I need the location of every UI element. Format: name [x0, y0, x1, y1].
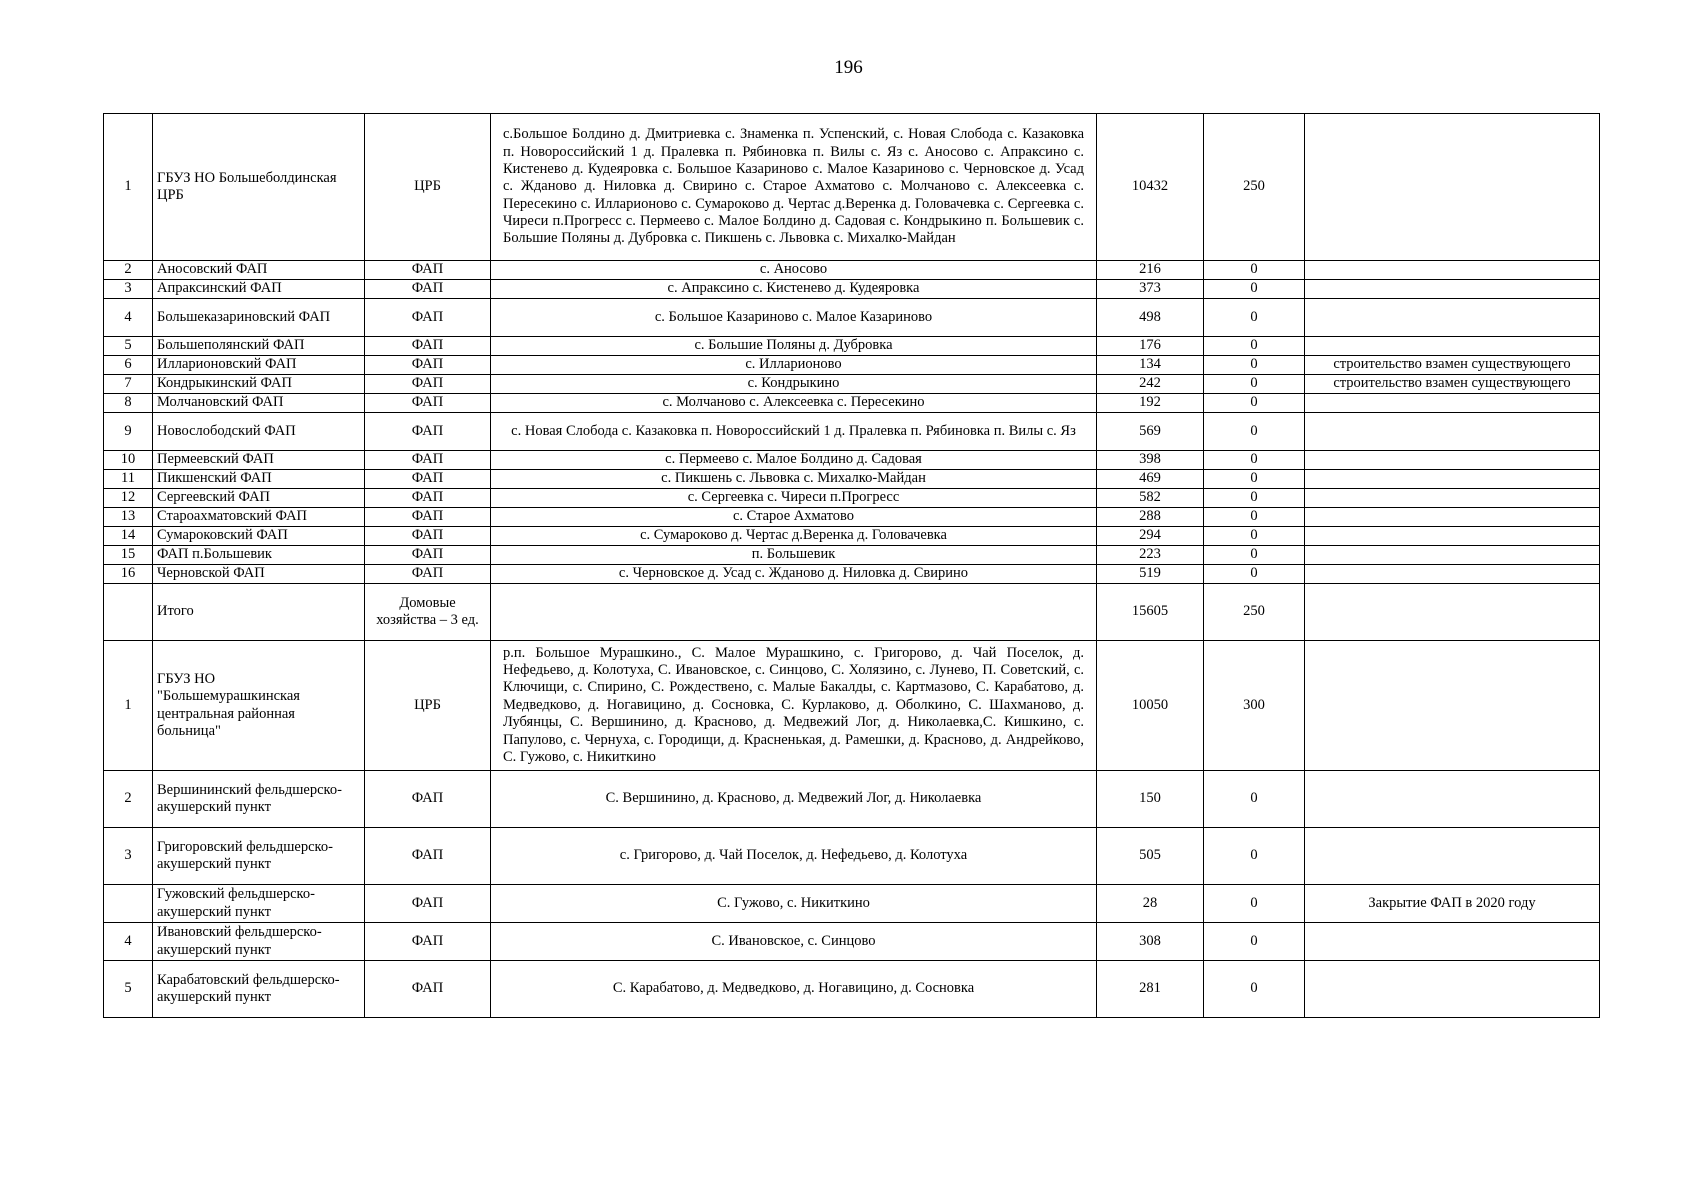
cell-population: 519 — [1097, 565, 1204, 584]
cell-service-area: с. Сумароково д. Чертас д.Веренка д. Головачевка — [491, 527, 1097, 546]
cell-note — [1305, 337, 1600, 356]
table-row — [104, 261, 1600, 280]
cell-note — [1305, 546, 1600, 565]
cell-capacity: 0 — [1204, 923, 1305, 961]
cell-capacity: 0 — [1204, 885, 1305, 923]
cell-note — [1305, 299, 1600, 337]
table-row — [104, 375, 1600, 394]
cell-number: 7 — [104, 375, 153, 394]
table-row — [104, 489, 1600, 508]
cell-service-area: с. Пермеево с. Малое Болдино д. Садовая — [491, 451, 1097, 470]
cell-facility-type: ЦРБ — [365, 114, 491, 261]
cell-facility-name: Староахматовский ФАП — [153, 508, 365, 527]
cell-number — [104, 885, 153, 923]
cell-facility-type: ФАП — [365, 280, 491, 299]
table-row — [104, 584, 1600, 641]
cell-facility-type: ФАП — [365, 828, 491, 885]
cell-facility-name: Сергеевский ФАП — [153, 489, 365, 508]
cell-population: 498 — [1097, 299, 1204, 337]
cell-number: 5 — [104, 961, 153, 1018]
cell-population: 192 — [1097, 394, 1204, 413]
cell-facility-type: ЦРБ — [365, 641, 491, 771]
cell-facility-name: Черновской ФАП — [153, 565, 365, 584]
cell-facility-name: Илларионовский ФАП — [153, 356, 365, 375]
cell-facility-type: ФАП — [365, 923, 491, 961]
cell-population: 373 — [1097, 280, 1204, 299]
cell-service-area: с. Апраксино с. Кистенево д. Кудеяровка — [491, 280, 1097, 299]
cell-capacity: 0 — [1204, 565, 1305, 584]
cell-capacity: 0 — [1204, 546, 1305, 565]
table-row — [104, 299, 1600, 337]
table-row — [104, 565, 1600, 584]
cell-number: 9 — [104, 413, 153, 451]
table-row — [104, 114, 1600, 261]
cell-note — [1305, 114, 1600, 261]
cell-facility-name: Сумароковский ФАП — [153, 527, 365, 546]
cell-capacity: 0 — [1204, 413, 1305, 451]
table-row — [104, 356, 1600, 375]
cell-note — [1305, 413, 1600, 451]
cell-note: строительство взамен существующего — [1305, 375, 1600, 394]
cell-number: 3 — [104, 828, 153, 885]
table-row — [104, 451, 1600, 470]
cell-note: Закрытие ФАП в 2020 году — [1305, 885, 1600, 923]
cell-facility-type: ФАП — [365, 375, 491, 394]
cell-note: строительство взамен существующего — [1305, 356, 1600, 375]
cell-facility-name: Ивановский фельдшерско-акушерский пункт — [153, 923, 365, 961]
cell-note — [1305, 489, 1600, 508]
cell-facility-name: Молчановский ФАП — [153, 394, 365, 413]
page-number: 196 — [834, 57, 863, 78]
cell-service-area: с. Аносово — [491, 261, 1097, 280]
cell-capacity: 250 — [1204, 114, 1305, 261]
facilities-table — [103, 113, 1600, 1018]
table-row — [104, 771, 1600, 828]
cell-facility-name: Апраксинский ФАП — [153, 280, 365, 299]
cell-facility-name: Большеполянский ФАП — [153, 337, 365, 356]
cell-facility-name: Гужовский фельдшерско-акушерский пункт — [153, 885, 365, 923]
cell-note — [1305, 280, 1600, 299]
cell-capacity: 300 — [1204, 641, 1305, 771]
cell-number: 2 — [104, 771, 153, 828]
cell-facility-name: Кондрыкинский ФАП — [153, 375, 365, 394]
cell-capacity: 0 — [1204, 280, 1305, 299]
cell-facility-type: ФАП — [365, 508, 491, 527]
cell-number: 11 — [104, 470, 153, 489]
cell-service-area: С. Карабатово, д. Медведково, д. Ногавицино, д. Сосновка — [491, 961, 1097, 1018]
cell-facility-type: ФАП — [365, 413, 491, 451]
cell-number: 15 — [104, 546, 153, 565]
cell-facility-name: Пикшенский ФАП — [153, 470, 365, 489]
cell-service-area: с. Большое Казариново с. Малое Казариново — [491, 299, 1097, 337]
cell-facility-name: ГБУЗ НО Большеболдинская ЦРБ — [153, 114, 365, 261]
cell-capacity: 0 — [1204, 828, 1305, 885]
cell-facility-name: Новослободский ФАП — [153, 413, 365, 451]
cell-service-area: с. Илларионово — [491, 356, 1097, 375]
cell-service-area: С. Ивановское, с. Синцово — [491, 923, 1097, 961]
cell-number: 14 — [104, 527, 153, 546]
table-row — [104, 923, 1600, 961]
cell-population: 308 — [1097, 923, 1204, 961]
cell-service-area: с.Большое Болдино д. Дмитриевка с. Знаменка п. Успенский, с. Новая Слобода с. Казаковка п. Новороссийский 1 д. Пралевка п. Рябиновка п. Вилы с. Яз с. Аносово с. Апраксино с. Кистенево д. Кудеяровка с. Большое Казариново с. Малое Казариново с. Черновское д. Усад с. Жданово д. Ниловка д. Свирино с. Старое Ахматово с. Молчаново с. Алексеевка с. Пересекино с. Илларионово с. Сумароково д. Чертас д.Веренка д. Головачевка с. Сергеевка с. Чиреси п.Прогресс с. Пермеево с. Малое Болдино д. Садовая с. Кондрыкино п. Большевик с. Большие Поляны д. Дубровка с. Пикшень с. Львовка с. Михалко-Майдан — [491, 114, 1097, 261]
cell-population: 134 — [1097, 356, 1204, 375]
cell-population: 582 — [1097, 489, 1204, 508]
cell-capacity: 250 — [1204, 584, 1305, 641]
table-row — [104, 508, 1600, 527]
cell-capacity: 0 — [1204, 489, 1305, 508]
cell-population: 10050 — [1097, 641, 1204, 771]
cell-facility-type: ФАП — [365, 451, 491, 470]
cell-population: 223 — [1097, 546, 1204, 565]
cell-capacity: 0 — [1204, 470, 1305, 489]
cell-population: 176 — [1097, 337, 1204, 356]
cell-population: 15605 — [1097, 584, 1204, 641]
cell-number: 6 — [104, 356, 153, 375]
cell-number: 2 — [104, 261, 153, 280]
cell-population: 150 — [1097, 771, 1204, 828]
cell-note — [1305, 451, 1600, 470]
cell-facility-name: Карабатовский фельдшерско-акушерский пункт — [153, 961, 365, 1018]
cell-population: 294 — [1097, 527, 1204, 546]
cell-population: 505 — [1097, 828, 1204, 885]
cell-capacity: 0 — [1204, 356, 1305, 375]
cell-service-area: с. Молчаново с. Алексеевка с. Пересекино — [491, 394, 1097, 413]
cell-facility-name: Пермеевский ФАП — [153, 451, 365, 470]
cell-note — [1305, 261, 1600, 280]
cell-number: 1 — [104, 114, 153, 261]
cell-population: 28 — [1097, 885, 1204, 923]
cell-population: 569 — [1097, 413, 1204, 451]
table-row — [104, 828, 1600, 885]
cell-number: 4 — [104, 299, 153, 337]
cell-number: 13 — [104, 508, 153, 527]
table-row — [104, 413, 1600, 451]
cell-facility-name: Григоровский фельдшерско-акушерский пункт — [153, 828, 365, 885]
cell-population: 398 — [1097, 451, 1204, 470]
table-row — [104, 885, 1600, 923]
cell-service-area: п. Большевик — [491, 546, 1097, 565]
table-row — [104, 527, 1600, 546]
cell-note — [1305, 641, 1600, 771]
cell-service-area: с. Кондрыкино — [491, 375, 1097, 394]
cell-service-area: р.п. Большое Мурашкино., С. Малое Мурашкино, с. Григорово, д. Чай Поселок, д. Нефедьево, д. Колотуха, С. Ивановское, с. Синцово, С. Холязино, с. Лунево, П. Советский, с. Ключищи, с. Спирино, С. Рождествено, с. Малые Бакалды, с. Картмазово, С. Карабатово, д. Медведково, д. Ногавицино, д. Сосновка, С. Курлаково, д. Оболкино, С. Шахманово, д. Лубянцы, С. Вершинино, д. Красново, д. Медвежий Лог, д. Николаевка,С. Кишкино, с. Папулово, с. Чернуха, с. Городищи, д. Красненькая, д. Рамешки, д. Красново, д. Андрейково, С. Гужово, с. Никиткино — [491, 641, 1097, 771]
cell-facility-name: ФАП п.Большевик — [153, 546, 365, 565]
cell-note — [1305, 771, 1600, 828]
cell-facility-type: ФАП — [365, 337, 491, 356]
cell-service-area: с. Сергеевка с. Чиреси п.Прогресс — [491, 489, 1097, 508]
cell-capacity: 0 — [1204, 771, 1305, 828]
cell-facility-type: ФАП — [365, 489, 491, 508]
table-row — [104, 394, 1600, 413]
table-row — [104, 546, 1600, 565]
cell-facility-type: ФАП — [365, 565, 491, 584]
cell-note — [1305, 584, 1600, 641]
cell-facility-name: Аносовский ФАП — [153, 261, 365, 280]
cell-capacity: 0 — [1204, 299, 1305, 337]
table-row — [104, 337, 1600, 356]
cell-population: 10432 — [1097, 114, 1204, 261]
cell-facility-type: ФАП — [365, 771, 491, 828]
cell-facility-name: Вершининский фельдшерско-акушерский пункт — [153, 771, 365, 828]
cell-note — [1305, 961, 1600, 1018]
cell-note — [1305, 923, 1600, 961]
cell-facility-type: ФАП — [365, 885, 491, 923]
cell-capacity: 0 — [1204, 961, 1305, 1018]
cell-facility-type: ФАП — [365, 546, 491, 565]
cell-facility-name: Большеказариновский ФАП — [153, 299, 365, 337]
cell-capacity: 0 — [1204, 394, 1305, 413]
cell-note — [1305, 527, 1600, 546]
cell-facility-type: ФАП — [365, 470, 491, 489]
cell-service-area: с. Старое Ахматово — [491, 508, 1097, 527]
cell-population: 288 — [1097, 508, 1204, 527]
cell-note — [1305, 508, 1600, 527]
cell-capacity: 0 — [1204, 451, 1305, 470]
cell-population: 242 — [1097, 375, 1204, 394]
cell-number: 1 — [104, 641, 153, 771]
cell-number: 5 — [104, 337, 153, 356]
cell-population: 469 — [1097, 470, 1204, 489]
cell-service-area: С. Вершинино, д. Красново, д. Медвежий Лог, д. Николаевка — [491, 771, 1097, 828]
cell-service-area: С. Гужово, с. Никиткино — [491, 885, 1097, 923]
cell-facility-type: ФАП — [365, 527, 491, 546]
table-row — [104, 961, 1600, 1018]
cell-number: 12 — [104, 489, 153, 508]
table-row — [104, 641, 1600, 771]
cell-service-area: с. Григорово, д. Чай Поселок, д. Нефедьево, д. Колотуха — [491, 828, 1097, 885]
cell-note — [1305, 828, 1600, 885]
cell-capacity: 0 — [1204, 261, 1305, 280]
cell-population: 216 — [1097, 261, 1204, 280]
cell-capacity: 0 — [1204, 375, 1305, 394]
cell-number: 10 — [104, 451, 153, 470]
cell-facility-name: ГБУЗ НО "Большемурашкинская центральная районная больница" — [153, 641, 365, 771]
cell-service-area — [491, 584, 1097, 641]
cell-service-area: с. Черновское д. Усад с. Жданово д. Ниловка д. Свирино — [491, 565, 1097, 584]
table-row — [104, 470, 1600, 489]
cell-service-area: с. Большие Поляны д. Дубровка — [491, 337, 1097, 356]
cell-facility-type: ФАП — [365, 961, 491, 1018]
cell-population: 281 — [1097, 961, 1204, 1018]
cell-capacity: 0 — [1204, 527, 1305, 546]
cell-capacity: 0 — [1204, 508, 1305, 527]
table-row — [104, 280, 1600, 299]
cell-facility-type: Домовые хозяйства – 3 ед. — [365, 584, 491, 641]
cell-facility-type: ФАП — [365, 394, 491, 413]
cell-number: 8 — [104, 394, 153, 413]
cell-note — [1305, 470, 1600, 489]
cell-number: 16 — [104, 565, 153, 584]
cell-facility-type: ФАП — [365, 299, 491, 337]
cell-number: 3 — [104, 280, 153, 299]
cell-facility-type: ФАП — [365, 356, 491, 375]
cell-number: 4 — [104, 923, 153, 961]
cell-service-area: с. Пикшень с. Львовка с. Михалко-Майдан — [491, 470, 1097, 489]
cell-facility-name: Итого — [153, 584, 365, 641]
cell-facility-type: ФАП — [365, 261, 491, 280]
cell-note — [1305, 565, 1600, 584]
cell-service-area: с. Новая Слобода с. Казаковка п. Новороссийский 1 д. Пралевка п. Рябиновка п. Вилы с. Яз — [491, 413, 1097, 451]
cell-capacity: 0 — [1204, 337, 1305, 356]
cell-note — [1305, 394, 1600, 413]
cell-number — [104, 584, 153, 641]
